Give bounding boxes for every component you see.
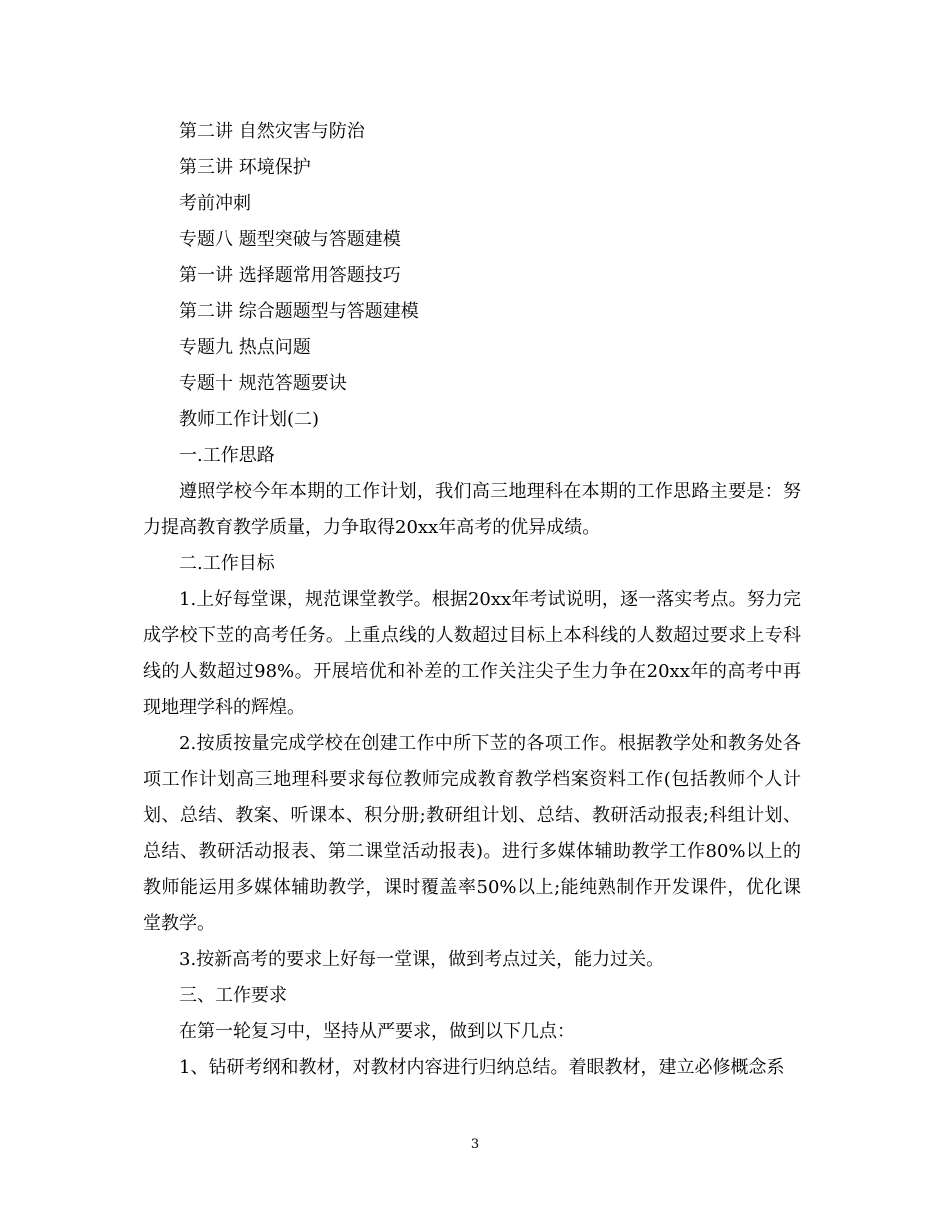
paragraph: 3.按新高考的要求上好每一堂课，做到考点过关，能力过关。 <box>179 949 665 970</box>
paragraph: 专题九 热点问题 <box>179 337 311 358</box>
paragraph: 在第一轮复习中，坚持从严要求，做到以下几点： <box>179 1021 575 1042</box>
paragraph: 1、钻研考纲和教材，对教材内容进行归纳总结。着眼教材，建立必修概念系 <box>179 1057 785 1078</box>
paragraph: 专题十 规范答题要诀 <box>179 373 347 394</box>
paragraph: 二.工作目标 <box>179 553 275 574</box>
paragraph: 第二讲 自然灾害与防治 <box>179 121 365 142</box>
page-number: 3 <box>470 1137 480 1152</box>
paragraph: 三、工作要求 <box>179 985 287 1006</box>
paragraph: 考前冲刺 <box>179 193 251 214</box>
paragraph: 第二讲 综合题题型与答题建模 <box>179 301 419 322</box>
paragraph: 教师工作计划(二) <box>179 409 320 430</box>
document-body <box>143 114 801 1086</box>
paragraph: 遵照学校今年本期的工作计划，我们高三地理科在本期的工作思路主要是：努力提高教育教学质量，力争取得20xx年高考的优异成绩。 <box>143 481 801 538</box>
paragraph: 2.按质按量完成学校在创建工作中所下苙的各项工作。根据教学处和教务处各项工作计划高三地理科要求每位教师完成教育教学档案资料工作(包括教师个人计划、总结、教案、听课本、积分册;教研组计划、总结、教研活动报表;科组计划、总结、教研活动报表、第二课堂活动报表)。进行多媒体辅助教学工作80%以上的教师能运用多媒体辅助教学，课时覆盖率50%以上;能纯熟制作开发课件，优化课堂教学。 <box>143 733 801 934</box>
paragraph: 第一讲 选择题常用答题技巧 <box>179 265 401 286</box>
paragraph: 专题八 题型突破与答题建模 <box>179 229 401 250</box>
paragraph: 一.工作思路 <box>179 445 275 466</box>
paragraph: 1.上好每堂课，规范课堂教学。根据20xx年考试说明，逐一落实考点。努力完成学校下苙的高考任务。上重点线的人数超过目标上本科线的人数超过要求上专科线的人数超过98%。开展培优和补差的工作关注尖子生力争在20xx年的高考中再现地理学科的辉煌。 <box>143 589 801 718</box>
paragraph: 第三讲 环境保护 <box>179 157 311 178</box>
